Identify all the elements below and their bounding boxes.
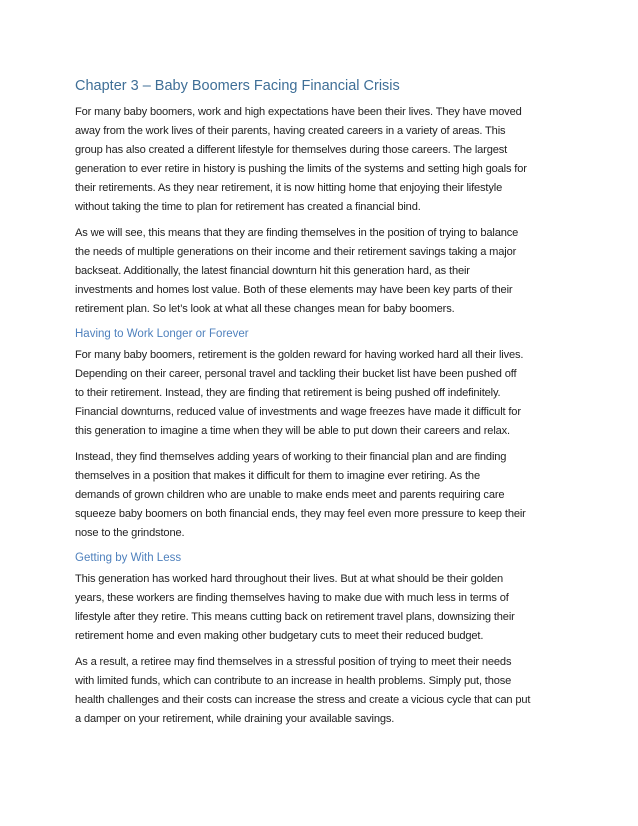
paragraph-line: Financial downturns, reduced value of investments and wage freezes have made it difficult for xyxy=(75,406,521,418)
paragraph-line: backseat. Additionally, the latest financial downturn hit this generation hard, as their xyxy=(75,265,470,277)
paragraph-line: As a result, a retiree may find themselves in a stressful position of trying to meet their needs xyxy=(75,656,512,668)
paragraph-line: retirement plan. So let’s look at what all these changes mean for baby boomers. xyxy=(75,303,455,315)
paragraph-line: with limited funds, which can contribute to an increase in health problems. Simply put, those xyxy=(75,675,512,687)
paragraph-line: For many baby boomers, work and high expectations have been their lives. They have moved xyxy=(75,106,522,118)
paragraph-line: As we will see, this means that they are finding themselves in the position of trying to balance xyxy=(75,227,519,239)
document-section xyxy=(75,550,575,729)
paragraph-line: years, these workers are finding themselves having to make due with much less in terms of xyxy=(75,592,509,604)
paragraph-line: For many baby boomers, retirement is the golden reward for having worked hard all their lives. xyxy=(75,349,524,361)
paragraph-line: group has also created a different lifestyle for themselves during those careers. The largest xyxy=(75,144,508,156)
body-paragraph xyxy=(75,448,575,543)
document-page xyxy=(75,76,575,736)
body-paragraph xyxy=(75,653,575,729)
document-section xyxy=(75,103,575,319)
paragraph-line: their retirements. As they near retirement, it is now hitting home that enjoying their lifestyle xyxy=(75,182,503,194)
paragraph-line: demands of grown children who are unable to make ends meet and parents requiring care xyxy=(75,489,505,501)
paragraph-line: retirement home and even making other budgetary cuts to meet their reduced budget. xyxy=(75,630,484,642)
document-section xyxy=(75,326,575,543)
paragraph-line: a damper on your retirement, while draining your available savings. xyxy=(75,713,395,725)
chapter-title: Chapter 3 – Baby Boomers Facing Financial Crisis xyxy=(75,78,400,94)
paragraph-line: to their retirement. Instead, they are finding that retirement is being pushed off indefinitely. xyxy=(75,387,501,399)
section-heading: Having to Work Longer or Forever xyxy=(75,328,249,340)
paragraph-line: This generation has worked hard throughout their lives. But at what should be their golden xyxy=(75,573,504,585)
body-paragraph xyxy=(75,103,575,217)
paragraph-line: Instead, they find themselves adding years of working to their financial plan and are finding xyxy=(75,451,507,463)
document-body xyxy=(75,103,575,729)
paragraph-line: away from the work lives of their parents, having created careers in a variety of areas. This xyxy=(75,125,506,137)
paragraph-line: squeeze baby boomers on both financial ends, they may feel even more pressure to keep their xyxy=(75,508,526,520)
paragraph-line: themselves in a position that makes it difficult for them to imagine ever retiring. As the xyxy=(75,470,480,482)
paragraph-line: this generation to imagine a time when they will be able to put down their careers and relax. xyxy=(75,425,510,437)
body-paragraph xyxy=(75,570,575,646)
body-paragraph xyxy=(75,346,575,441)
paragraph-line: nose to the grindstone. xyxy=(75,527,185,539)
section-heading: Getting by With Less xyxy=(75,552,182,564)
paragraph-line: the needs of multiple generations on their income and their retirement savings taking a major xyxy=(75,246,517,258)
paragraph-line: health challenges and their costs can increase the stress and create a vicious cycle that can put xyxy=(75,694,531,706)
paragraph-line: investments and homes lost value. Both of these elements may have been key parts of their xyxy=(75,284,513,296)
paragraph-line: without taking the time to plan for retirement has created a financial bind. xyxy=(75,201,421,213)
paragraph-line: generation to ever retire in history is pushing the limits of the systems and setting high goals for xyxy=(75,163,527,175)
body-paragraph xyxy=(75,224,575,319)
paragraph-line: lifestyle after they retire. This means cutting back on retirement travel plans, downsizing their xyxy=(75,611,515,623)
paragraph-line: Depending on their career, personal travel and tackling their bucket list have been pushed off xyxy=(75,368,517,380)
